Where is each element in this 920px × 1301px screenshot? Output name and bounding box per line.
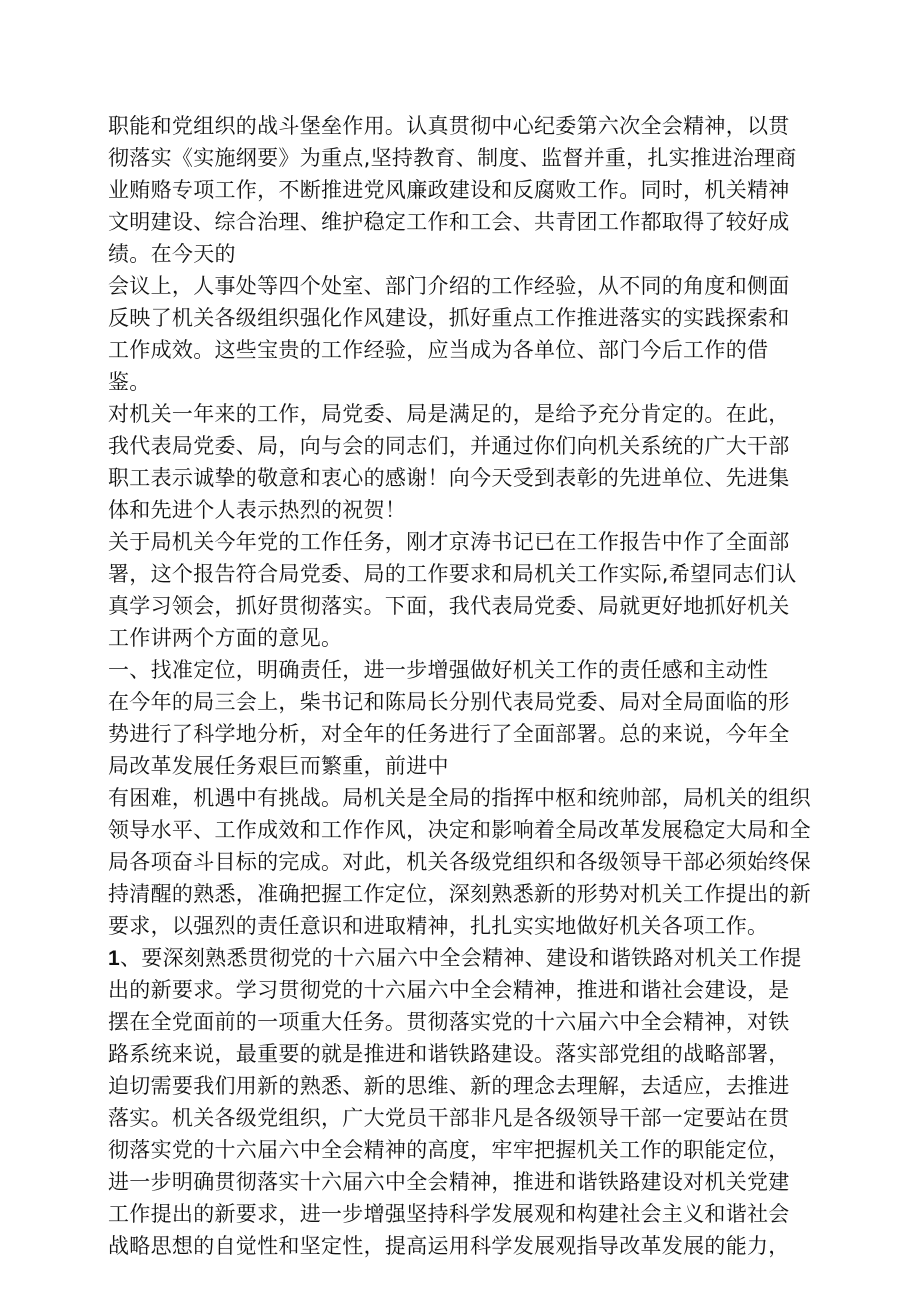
text-line: 绩。在今天的 [108, 242, 236, 266]
text-line: 业贿赂专项工作，不断推进党风廉政建设和反腐败工作。同时，机关精神 [108, 178, 790, 202]
text-line: 要求，以强烈的责任意识和进取精神，扎扎实实地做好机关各项工作。 [108, 914, 769, 938]
text-line: 迫切需要我们用新的熟悉、新的思维、新的理念去理解，去适应，去推进 [108, 1074, 790, 1098]
text-line: 路系统来说，最重要的就是推进和谐铁路建设。落实部党组的战略部署， [108, 1042, 790, 1066]
text-line: 在今年的局三会上，柴书记和陈局长分别代表局党委、局对全局面临的形 [108, 690, 790, 714]
text-line: 对机关一年来的工作，局党委、局是满足的，是给予充分肯定的。在此， [108, 402, 790, 426]
text-line: 领导水平、工作成效和工作作风，决定和影响着全局改革发展稳定大局和全 [108, 818, 811, 842]
text-line: 体和先进个人表示热烈的祝贺！ [108, 498, 407, 522]
text-line: 局各项奋斗目标的完成。对此，机关各级党组织和各级领导干部必须始终保 [108, 850, 811, 874]
item-1-number: 1 [108, 947, 120, 970]
item-1-first-line [108, 942, 828, 974]
section-heading: 一、找准定位，明确责任，进一步增强做好机关工作的责任感和主动性 [108, 658, 769, 682]
text-line: 真学习领会，抓好贯彻落实。下面，我代表局党委、局就更好地抓好机关 [108, 594, 790, 618]
text-line: 出的新要求。学习贯彻党的十六届六中全会精神，推进和谐社会建设，是 [108, 978, 790, 1002]
text-line: 鉴。 [108, 370, 151, 394]
text-line: 文明建设、综合治理、维护稳定工作和工会、共青团工作都取得了较好成 [108, 210, 790, 234]
text-line: 反映了机关各级组织强化作风建设，抓好重点工作推进落实的实践探索和 [108, 306, 790, 330]
text-line: 势进行了科学地分析，对全年的任务进行了全面部署。总的来说，今年全 [108, 722, 790, 746]
text-line: 持清醒的熟悉，准确把握工作定位，深刻熟悉新的形势对机关工作提出的新 [108, 882, 811, 906]
body-text [108, 110, 828, 1262]
text-line: 我代表局党委、局，向与会的同志们，并通过你们向机关系统的广大干部 [108, 434, 790, 458]
text-line: 战略思想的自觉性和坚定性，提高运用科学发展观指导改革发展的能力， [108, 1234, 790, 1258]
text-line: 局改革发展任务艰巨而繁重，前进中 [108, 754, 449, 778]
text-line: 会议上，人事处等四个处室、部门介绍的工作经验，从不同的角度和侧面 [108, 274, 790, 298]
text-line: 关于局机关今年党的工作任务，刚才京涛书记已在工作报告中作了全面部 [108, 530, 790, 554]
item-1-text: 、要深刻熟悉贯彻党的十六届六中全会精神、建设和谐铁路对机关工作提 [119, 946, 802, 970]
text-line: 摆在全党面前的一项重大任务。贯彻落实党的十六届六中全会精神，对铁 [108, 1010, 790, 1034]
text-line: 工作讲两个方面的意见。 [108, 626, 343, 650]
text-line: 署，这个报告符合局党委、局的工作要求和局机关工作实际,希望同志们认 [108, 562, 797, 586]
text-line: 职能和党组织的战斗堡垒作用。认真贯彻中心纪委第六次全会精神，以贯 [108, 114, 790, 138]
text-line: 工作提出的新要求，进一步增强坚持科学发展观和构建社会主义和谐社会 [108, 1202, 790, 1226]
text-line: 工作成效。这些宝贵的工作经验，应当成为各单位、部门今后工作的借 [108, 338, 769, 362]
text-line: 彻落实《实施纲要》为重点,坚持教育、制度、监督并重，扎实推进治理商 [108, 146, 797, 170]
text-line: 彻落实党的十六届六中全会精神的高度，牢牢把握机关工作的职能定位， [108, 1138, 790, 1162]
text-line: 落实。机关各级党组织，广大党员干部非凡是各级领导干部一定要站在贯 [108, 1106, 790, 1130]
text-line: 进一步明确贯彻落实十六届六中全会精神，推进和谐铁路建设对机关党建 [108, 1170, 790, 1194]
text-line: 有困难，机遇中有挑战。局机关是全局的指挥中枢和统帅部，局机关的组织 [108, 786, 811, 810]
text-line: 职工表示诚挚的敬意和衷心的感谢！向今天受到表彰的先进单位、先进集 [108, 466, 790, 490]
